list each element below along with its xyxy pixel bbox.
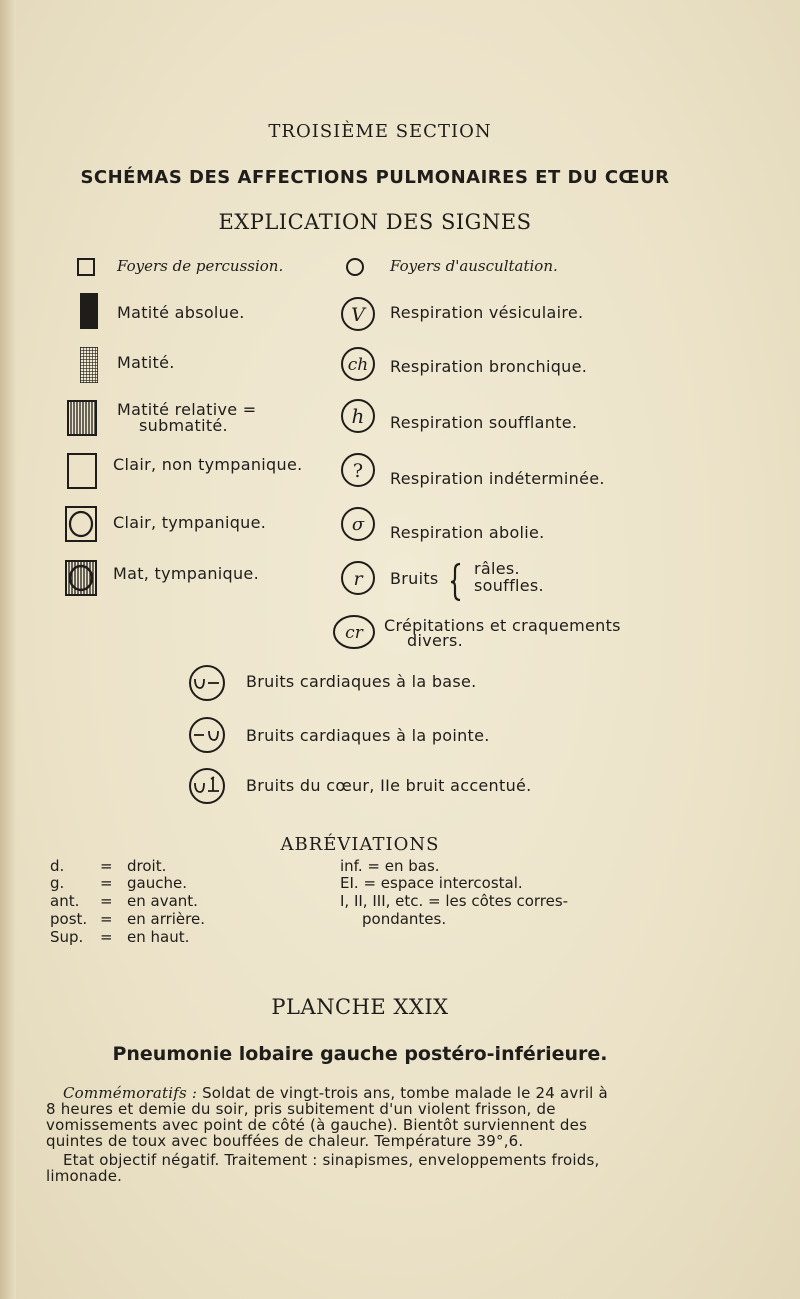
svg-text:ch: ch bbox=[347, 355, 369, 375]
abbr-right-ribs-cont: pondantes. bbox=[362, 910, 447, 928]
r-circle-icon bbox=[340, 560, 376, 600]
abbr-post-eq: = bbox=[100, 910, 113, 928]
paragraph-line3: vomissements avec point de côté (à gauche). Bientôt surviennent des bbox=[46, 1116, 588, 1134]
auscultation-header: Foyers d'auscultation. bbox=[390, 257, 558, 275]
abbr-post: post. bbox=[50, 910, 88, 928]
abbr-sup: Sup. bbox=[50, 928, 84, 946]
svg-text:r: r bbox=[353, 568, 363, 590]
percussion-item-matite-relative-1: Matité relative = bbox=[117, 400, 257, 419]
cardiac-base: Bruits cardiaques à la base. bbox=[246, 672, 477, 691]
v-circle-icon bbox=[340, 296, 376, 336]
svg-text:h: h bbox=[351, 404, 365, 428]
crepitations-line1: Crépitations et craquements bbox=[384, 616, 621, 635]
abbr-d: d. bbox=[50, 857, 65, 875]
question-circle-icon bbox=[340, 452, 376, 492]
heart-apex-icon bbox=[188, 716, 226, 758]
small-circle-icon bbox=[345, 257, 365, 281]
percussion-header: Foyers de percussion. bbox=[117, 257, 284, 275]
heart-accent-icon bbox=[188, 767, 226, 809]
cr-circle-icon bbox=[331, 614, 377, 654]
page-title: SCHÉMAS DES AFFECTIONS PULMONAIRES ET DU CŒUR bbox=[80, 167, 670, 188]
respiration-indeterminee: Respiration indéterminée. bbox=[390, 469, 605, 488]
abbr-sup-meaning: en haut. bbox=[127, 928, 190, 946]
paragraph-line1: Commémoratifs : Soldat de vingt-trois ans, tombe malade le 24 avril à bbox=[63, 1084, 608, 1102]
page-edge bbox=[0, 0, 16, 1299]
respiration-vesiculaire: Respiration vésiculaire. bbox=[390, 303, 584, 322]
solid-square-icon bbox=[80, 293, 98, 333]
percussion-item-clair-tympanique: Clair, tympanique. bbox=[113, 513, 267, 532]
abbr-sup-eq: = bbox=[100, 928, 113, 946]
abbr-ant: ant. bbox=[50, 892, 80, 910]
bruits-souffles: souffles. bbox=[474, 576, 544, 595]
percussion-item-matite-relative-2: submatité. bbox=[139, 416, 228, 435]
abbr-d-meaning: droit. bbox=[127, 857, 167, 875]
percussion-item-clair-non-tympanique: Clair, non tympanique. bbox=[113, 455, 303, 474]
abbr-g-eq: = bbox=[100, 874, 113, 892]
percussion-item-matite-absolue: Matité absolue. bbox=[117, 303, 245, 322]
sigma-circle-icon bbox=[340, 506, 376, 546]
crepitations-line2: divers. bbox=[407, 631, 464, 650]
abbreviations-title: ABRÉVIATIONS bbox=[280, 834, 440, 855]
abbr-ant-eq: = bbox=[100, 892, 113, 910]
brace-icon bbox=[450, 562, 464, 606]
heart-base-icon bbox=[188, 664, 226, 706]
paragraph-line5: Etat objectif négatif. Traitement : sinapismes, enveloppements froids, bbox=[63, 1151, 600, 1169]
section-heading: TROISIÈME SECTION bbox=[268, 121, 492, 142]
respiration-abolie: Respiration abolie. bbox=[390, 523, 545, 542]
h-circle-icon bbox=[340, 398, 376, 438]
cardiac-apex: Bruits cardiaques à la pointe. bbox=[246, 726, 490, 745]
square-with-circle-icon bbox=[65, 506, 97, 546]
percussion-item-matite: Matité. bbox=[117, 353, 175, 372]
percussion-item-mat-tympanique: Mat, tympanique. bbox=[113, 564, 259, 583]
ch-circle-icon bbox=[340, 346, 376, 386]
svg-text:?: ? bbox=[352, 460, 364, 482]
cardiac-accent: Bruits du cœur, IIe bruit accentué. bbox=[246, 776, 532, 795]
abbr-right-ei: EI. = espace intercostal. bbox=[340, 874, 523, 892]
respiration-soufflante: Respiration soufflante. bbox=[390, 413, 578, 432]
svg-text:cr: cr bbox=[345, 623, 363, 643]
plate-number: PLANCHE XXIX bbox=[271, 995, 449, 1019]
grid-square-icon bbox=[80, 347, 98, 387]
abbr-right-inf: inf. = en bas. bbox=[340, 857, 440, 875]
paragraph-line2: 8 heures et demie du soir, pris subitement d'un violent frisson, de bbox=[46, 1100, 556, 1118]
abbr-d-eq: = bbox=[100, 857, 113, 875]
abbr-g-meaning: gauche. bbox=[127, 874, 187, 892]
paragraph-line4: quintes de toux avec bouffées de chaleur. Température 39°,6. bbox=[46, 1132, 524, 1150]
svg-text:V: V bbox=[351, 304, 365, 326]
paragraph-line6: limonade. bbox=[46, 1167, 123, 1185]
bruits-label: Bruits bbox=[390, 569, 439, 588]
abbr-right-ribs: I, II, III, etc. = les côtes corres- bbox=[340, 892, 569, 910]
vertical-lines-square-icon bbox=[67, 400, 97, 440]
svg-text:σ: σ bbox=[351, 514, 365, 535]
commemoratifs-label: Commémoratifs : bbox=[63, 1084, 198, 1102]
explication-heading: EXPLICATION DES SIGNES bbox=[218, 210, 532, 234]
respiration-bronchique: Respiration bronchique. bbox=[390, 357, 588, 376]
lined-square-with-circle-icon bbox=[65, 560, 97, 600]
abbr-g: g. bbox=[50, 874, 65, 892]
bruits-rales: râles. bbox=[474, 559, 520, 578]
abbr-ant-meaning: en avant. bbox=[127, 892, 198, 910]
abbr-post-meaning: en arrière. bbox=[127, 910, 205, 928]
empty-rectangle-icon bbox=[67, 453, 97, 493]
empty-square-icon bbox=[77, 258, 95, 280]
plate-title: Pneumonie lobaire gauche postéro-inférieure. bbox=[112, 1043, 608, 1065]
